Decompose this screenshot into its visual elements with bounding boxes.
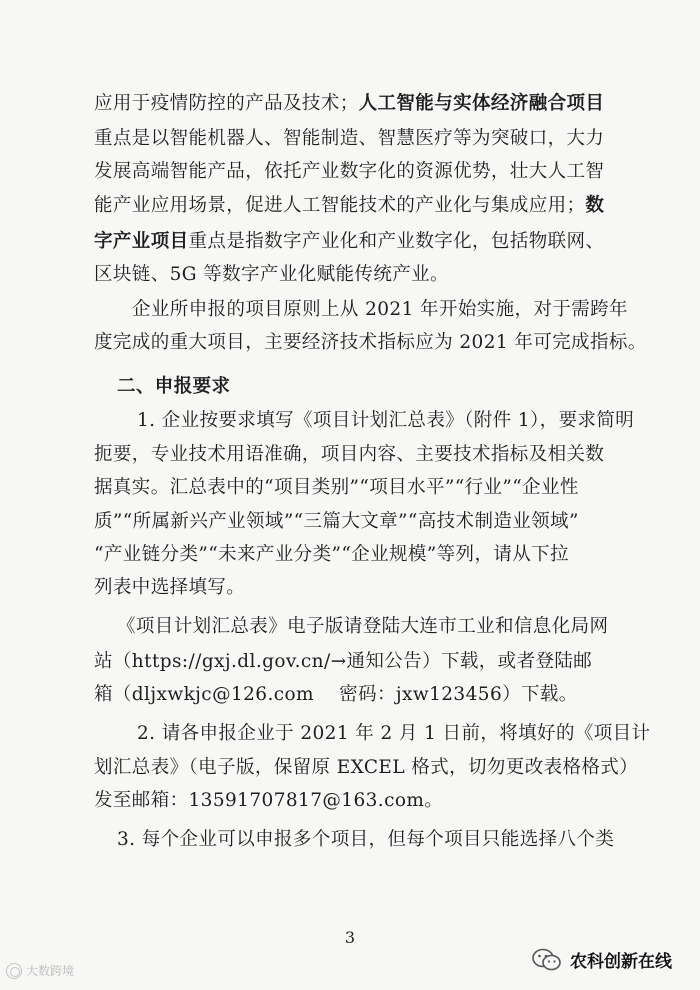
text-segment: 重点是以智能机器人、智能制造、智慧医疗等为突破口，大力 (94, 128, 605, 149)
text-line (132, 298, 628, 322)
text-line (94, 160, 604, 184)
text-line (94, 683, 578, 707)
text-line (94, 476, 579, 500)
text-segment: 3. 每个企业可以申报多个项目，但每个项目只能选择八个类 (117, 829, 615, 850)
text-line (137, 409, 634, 433)
text-line (94, 650, 592, 674)
page-number: 3 (344, 928, 356, 947)
text-segment: 能产业应用场景，促进人工智能技术的产业化与集成应用； (94, 195, 586, 216)
text-segment: 区块链、5G 等数字产业化赋能传统产业。 (94, 264, 449, 285)
text-line (94, 92, 604, 116)
text-line (117, 375, 230, 399)
text-line (94, 230, 604, 254)
bold-text: 数 (585, 195, 605, 216)
watermark-left (6, 962, 74, 979)
text-segment: 重点是指数字产业化和产业数字化，包括物联网、 (188, 231, 605, 252)
bold-text: 字产业项目 (94, 231, 189, 252)
text-segment: 站（https://gxj.dl.gov.cn/→通知公告）下载，或者登陆邮 (94, 651, 593, 672)
text-segment: 发至邮箱：13591707817@163.com。 (94, 790, 444, 811)
text-line (94, 127, 604, 151)
text-segment: “产业链分类”“未来产业分类”“企业规模”等列，请从下拉 (94, 544, 569, 565)
text-segment: 《项目计划汇总表》电子版请登陆大连市工业和信息化局网 (117, 616, 609, 637)
bold-text: 二、申报要求 (117, 376, 231, 397)
text-line (94, 756, 638, 780)
text-line (94, 331, 647, 355)
text-segment: 扼要，专业技术用语准确，项目内容、主要技术指标及相关数 (94, 444, 605, 465)
watermark-right (532, 947, 672, 972)
text-line (94, 263, 449, 287)
text-segment: 质”“所属新兴产业领域”“三篇大文章”“高技术制造业领域” (94, 511, 579, 532)
text-segment: 度完成的重大项目，主要经济技术指标应为 2021 年可完成指标。 (94, 332, 647, 353)
text-segment: 企业所申报的项目原则上从 2021 年开始实施，对于需跨年 (132, 299, 628, 320)
text-line (94, 543, 569, 567)
text-segment: 划汇总表》（电子版，保留原 EXCEL 格式，切勿更改表格格式） (94, 757, 639, 778)
watermark-left-text: 大数跨境 (26, 964, 75, 978)
bold-text: 人工智能与实体经济融合项目 (358, 93, 605, 114)
watermark-logo-icon (6, 963, 22, 979)
watermark-right-text: 农科创新在线 (570, 952, 672, 972)
text-line (94, 789, 443, 813)
text-line (94, 443, 604, 467)
wechat-icon (532, 948, 562, 972)
text-segment: 列表中选择填写。 (94, 577, 246, 598)
text-segment: 箱（dljxwkjc@126.com 密码：jxw123456）下载。 (94, 684, 578, 705)
text-segment: 据真实。汇总表中的“项目类别”“项目水平”“行业”“企业性 (94, 477, 579, 498)
text-line (117, 615, 608, 639)
text-line (117, 828, 614, 852)
text-segment: 2. 请各申报企业于 2021 年 2 月 1 日前，将填好的《项目计 (137, 723, 651, 744)
text-line (94, 576, 245, 600)
text-segment: 发展高端智能产品，依托产业数字化的资源优势，壮大人工智 (94, 161, 605, 182)
text-segment: 应用于疫情防控的产品及技术； (94, 93, 359, 114)
text-line (94, 510, 579, 534)
text-line (94, 194, 604, 218)
text-line (137, 722, 650, 746)
text-segment: 1. 企业按要求填写《项目计划汇总表》（附件 1），要求简明 (137, 410, 635, 431)
